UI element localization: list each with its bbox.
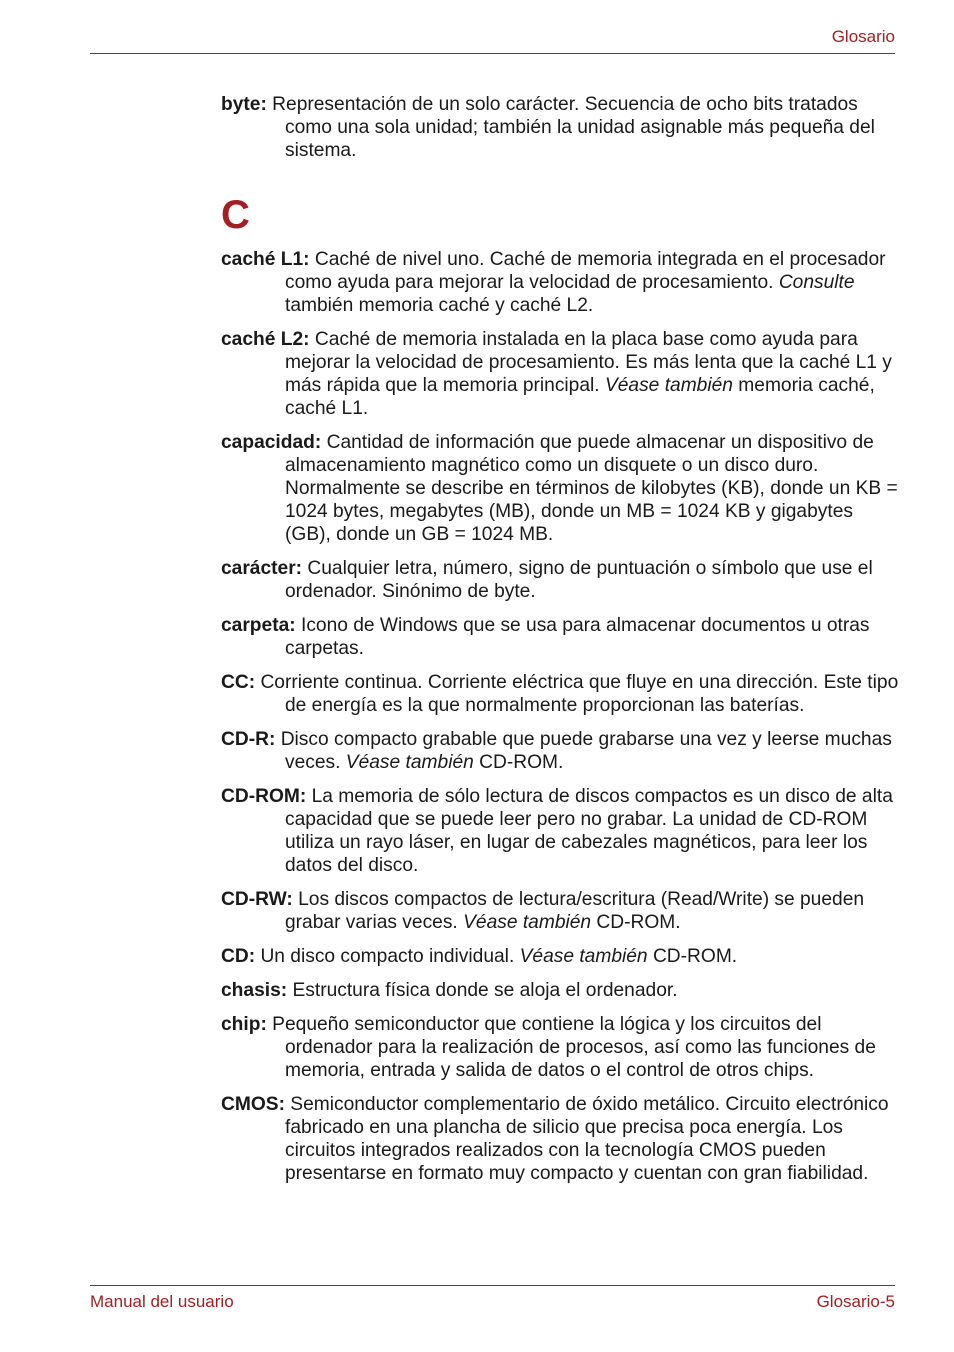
glossary-term: carácter: [221, 558, 303, 579]
glossary-entry-carpeta [221, 614, 901, 660]
cross-reference: Véase también [604, 375, 733, 396]
glossary-term: chip: [221, 1014, 267, 1035]
glossary-term: caché L2: [221, 329, 310, 350]
definition-text: Cantidad de información que puede almacenar un dispositivo de almacenamiento magnético como un disquete o un disco duro. Normalmente se describe en términos de kilobytes (KB), donde un KB = 1024 bytes, megabytes (MB), donde un MB = 1024 KB y gigabytes (GB), donde un GB = 1024 MB. [285, 432, 898, 545]
glossary-entry-cd-rw [221, 888, 901, 934]
definition-text: Los discos compactos de lectura/escritura (Read/Write) se pueden grabar varias veces. [285, 889, 865, 933]
definition-text: Cualquier letra, número, signo de puntuación o símbolo que use el ordenador. Sinónimo de byte. [285, 558, 873, 602]
definition-text: Pequeño semiconductor que contiene la lógica y los circuitos del ordenador para la realización de procesos, así como las funciones de memoria, entrada y salida de datos o el control de otros chips. [266, 1014, 876, 1081]
glossary-term: CC: [221, 672, 256, 693]
glossary-term: CD-ROM: [221, 786, 307, 807]
glossary-entry-cc [221, 671, 901, 717]
glossary-entry-cd [221, 945, 901, 968]
glossary-term: CD: [221, 946, 256, 967]
header-section-label: Glosario [831, 27, 895, 46]
definition-text: Caché de nivel uno. Caché de memoria integrada en el procesador como ayuda para mejorar la velocidad de procesamiento. [285, 249, 886, 293]
definition-text: Icono de Windows que se usa para almacenar documentos u otras carpetas. [285, 615, 870, 659]
glossary-term: CD-RW: [221, 889, 293, 910]
glossary-content [221, 93, 901, 1196]
glossary-term: caché L1: [221, 249, 310, 270]
definition-text: Semiconductor complementario de óxido metálico. Circuito electrónico fabricado en una plancha de silicio que precisa poca energía. Los circuitos integrados realizados con la tecnología CMOS pueden presentarse en formato muy compacto y cuentan con gran fiabilidad. [284, 1094, 889, 1184]
definition-text: Caché de memoria instalada en la placa base como ayuda para mejorar la velocidad de procesamiento. Es más lenta que la caché L1 y más rápida que la memoria principal. [285, 329, 892, 396]
glossary-entry-cache-l2 [221, 328, 901, 420]
cross-reference: Consulte [778, 272, 855, 293]
footer-manual-title: Manual del usuario [90, 1292, 234, 1311]
glossary-term: carpeta: [221, 615, 296, 636]
definition-text: Un disco compacto individual. [255, 946, 520, 967]
cross-reference: Véase también [519, 946, 648, 967]
definition-text: CD-ROM. [473, 752, 564, 773]
footer-rule [90, 1285, 895, 1286]
glossary-term: byte: [221, 94, 267, 115]
glossary-entry-chip [221, 1013, 901, 1082]
definition-text: La memoria de sólo lectura de discos compactos es un disco de alta capacidad que se puede leer pero no grabar. La unidad de CD-ROM utiliza un rayo láser, en lugar de cabezales magnéticos, para leer los datos del disco. [285, 786, 893, 876]
glossary-entry-cd-rom [221, 785, 901, 877]
glossary-term: capacidad: [221, 432, 322, 453]
glossary-term: CMOS: [221, 1094, 285, 1115]
cross-reference: Véase también [463, 912, 592, 933]
footer-page-number: Glosario-5 [816, 1292, 895, 1311]
definition-text: memoria caché, caché L1. [285, 375, 875, 419]
glossary-entry-cmos [221, 1093, 901, 1185]
definition-text: Estructura física donde se aloja el ordenador. [287, 980, 678, 1001]
glossary-entry-cd-r [221, 728, 901, 774]
definition-text: también memoria caché y caché L2. [285, 295, 594, 316]
header-rule [90, 53, 895, 54]
glossary-entry-cache-l1 [221, 248, 901, 317]
glossary-entry-capacidad [221, 431, 901, 546]
definition-text: CD-ROM. [647, 946, 738, 967]
definition-text: Corriente continua. Corriente eléctrica que fluye en una dirección. Este tipo de energía es la que normalmente proporcionan las baterías. [255, 672, 899, 716]
glossary-entry-byte [221, 93, 901, 162]
section-letter: C [221, 193, 250, 237]
glossary-term: CD-R: [221, 729, 276, 750]
glossary-entry-chasis [221, 979, 901, 1002]
glossary-term: chasis: [221, 980, 288, 1001]
definition-text: Disco compacto grabable que puede grabarse una vez y leerse muchas veces. [275, 729, 892, 773]
glossary-entry-caracter [221, 557, 901, 603]
definition-text: CD-ROM. [591, 912, 681, 933]
cross-reference: Véase también [345, 752, 474, 773]
definition-text: Representación de un solo carácter. Secuencia de ocho bits tratados como una sola unidad; también la unidad asignable más pequeña del sistema. [266, 94, 875, 161]
